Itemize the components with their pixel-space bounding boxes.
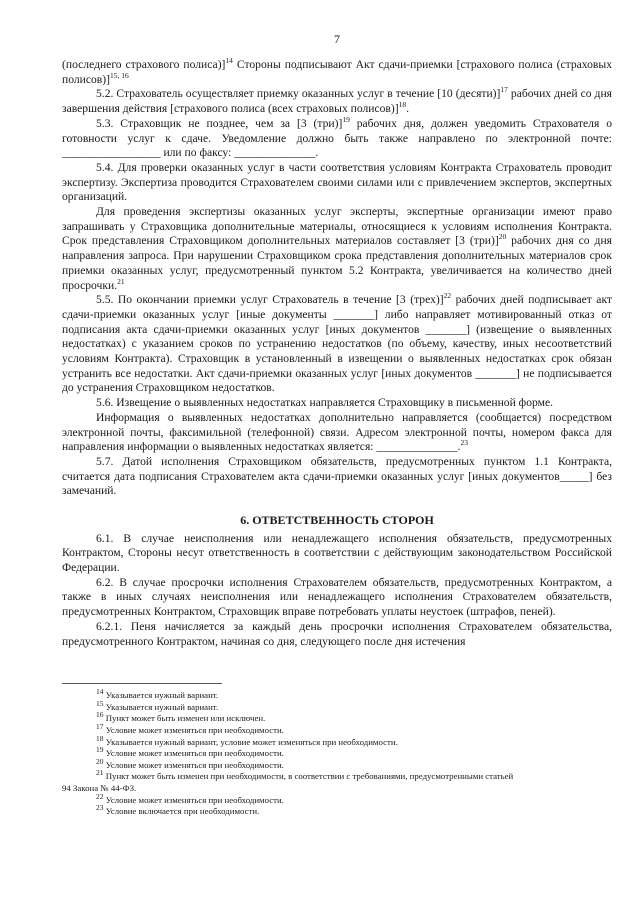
paragraph-5-3: 5.3. Страховщик не позднее, чем за [3 (три)]$^{19}$ рабочих дня, должен уведомить Страхователя о готовности услуг к сдаче. Уведомление должно быть также направлено по электронной почте: _________________ или по факсу: ______________. xyxy=(62,114,612,160)
paragraph-6-1: 6.1. В случае неисполнения или ненадлежащего исполнения обязательств, предусмотренных Контрактом, Стороны несут ответственность в соответствии с действующим законодательством Российской Федерации. xyxy=(62,531,612,574)
footnote-ref[interactable]: 18 xyxy=(398,100,407,110)
footnote: $^{16}$ Пункт может быть изменен или исключен. xyxy=(96,710,266,724)
paragraph-6-2: 6.2. В случае просрочки исполнения Страхователем обязательств, предусмотренных Контрактом, а также в иных случаях неисполнения или ненадлежащего исполнения Страхователем обязательств, предусмотренных Контрактом, Страховщик вправе потребовать уплаты неустоек (штрафов, пеней). xyxy=(62,575,612,619)
paragraph-5-5: 5.5. По окончании приемки услуг Страхователь в течение [3 (трех)]$^{22}$ рабочих дней подписывает акт сдачи-приемки оказанных услуг [иные документы _______] либо направляет мотивированный отказ от подписания акта сдачи-приемки оказанных услуг [иных документов _______] (извещение о выявленных недостатках) с указанием сроков по устранению недостатков (по объему, качеству, иных несоответствий условиям Контракта). Страховщик в установленный в извещении о выявленных недостатках срок обязан устранить все недостатки. Акт сдачи-приемки оказанных услуг [иных документов _______] не подписывается до устранения Страховщиком недостатков. xyxy=(62,291,612,395)
footnote: $^{15}$ Указывается нужный вариант. xyxy=(96,698,219,712)
paragraph-6-2-1: 6.2.1. Пеня начисляется за каждый день просрочки исполнения Страхователем обязательства, предусмотренного Контрактом, начиная со дня, следующего после дня истечения xyxy=(62,619,612,648)
footnote-ref[interactable]: 19 xyxy=(342,114,350,124)
footnote-separator xyxy=(62,683,222,684)
footnote: $^{14}$ Указывается нужный вариант. xyxy=(96,687,219,701)
footnote-ref[interactable]: 22 xyxy=(443,291,452,301)
footnote-ref[interactable]: 21 xyxy=(117,276,125,286)
footnote: $^{18}$ Указывается нужный вариант, условие может изменяться при необходимости. xyxy=(96,733,398,747)
page-number: 7 xyxy=(334,32,340,46)
paragraph-5-2: 5.2. Страхователь осуществляет приемку оказанных услуг в течение [10 (десяти)]$^{17}$ рабочих дней со дня завершения действия [страхового полиса (всех страховых полисов)]$^{18}$. xyxy=(62,85,612,116)
footnote-ref[interactable]: 23 xyxy=(460,438,468,448)
paragraph-expertise: Для проведения экспертизы оказанных услуг эксперты, экспертные организации имеют право запрашивать у Страховщика дополнительные материалы, относящиеся к условиям исполнения Контракта. Срок представления Страховщиком дополнительных материалов составляет [3 (три)]$^{20}$ рабочих дня со дня направления запроса. При нарушении Страховщиком срока представления дополнительных материалов срок приемки оказанных услуг, предусмотренный пунктом 5.2 Контракта, увеличивается на количество дней просрочки.$^{21}$ xyxy=(62,205,612,292)
footnote: $^{21}$ Пункт может быть изменен при необходимости, в соответствии с требованиями, предусмотренными статьей xyxy=(96,768,514,782)
footnote: $^{19}$ Условие может изменяться при необходимости. xyxy=(96,745,284,759)
paragraph-5-4: 5.4. Для проверки оказанных услуг в части соответствия условиям Контракта Страхователь проводит экспертизу. Экспертиза проводится Страхователем своими силами или с привлечением экспертов, экспертных организаций. xyxy=(62,160,612,204)
footnote: $^{23}$ Условие включается при необходимости. xyxy=(96,803,260,817)
section-heading: 6. ОТВЕТСТВЕННОСТЬ СТОРОН xyxy=(240,513,434,528)
footnote: $^{20}$ Условие может изменяться при необходимости. xyxy=(96,756,284,770)
footnote-continuation: 94 Закона № 44-ФЗ. xyxy=(62,782,137,793)
footnote: $^{22}$ Условие может изменяться при необходимости. xyxy=(96,791,284,805)
paragraph-5-6: 5.6. Извещение о выявленных недостатках направляется Страховщику в письменной форме. xyxy=(96,396,553,410)
document-body xyxy=(62,58,612,649)
footnote-ref[interactable]: 14 xyxy=(225,56,233,66)
paragraph-continuation: (последнего страхового полиса)]$^{14}$ Стороны подписывают Акт сдачи-приемки [страхового полиса (страховых полисов)]$^{15, 16}$ xyxy=(62,56,612,86)
footnote-ref[interactable]: 20 xyxy=(498,232,507,242)
footnote: $^{17}$ Условие может изменяться при необходимости. xyxy=(96,722,284,735)
footnote-ref[interactable]: 15, 16 xyxy=(109,70,129,80)
paragraph-5-7: 5.7. Датой исполнения Страховщиком обязательств, предусмотренных пунктом 1.1 Контракта, считается дата подписания Страхователем акта сдачи-приемки оказанных услуг [иных документов_____] без замечаний. xyxy=(62,454,612,498)
footnote-ref[interactable]: 17 xyxy=(500,85,508,95)
footnotes xyxy=(62,687,612,818)
paragraph-notice-info: Информация о выявленных недостатках дополнительно направляется (сообщается) посредством электронной почты, факсимильной (телефонной) связи. Адресом электронной почты, номером факса для направления информации о выявленных недостатках является: ______________.$^{23}$ xyxy=(62,410,612,454)
